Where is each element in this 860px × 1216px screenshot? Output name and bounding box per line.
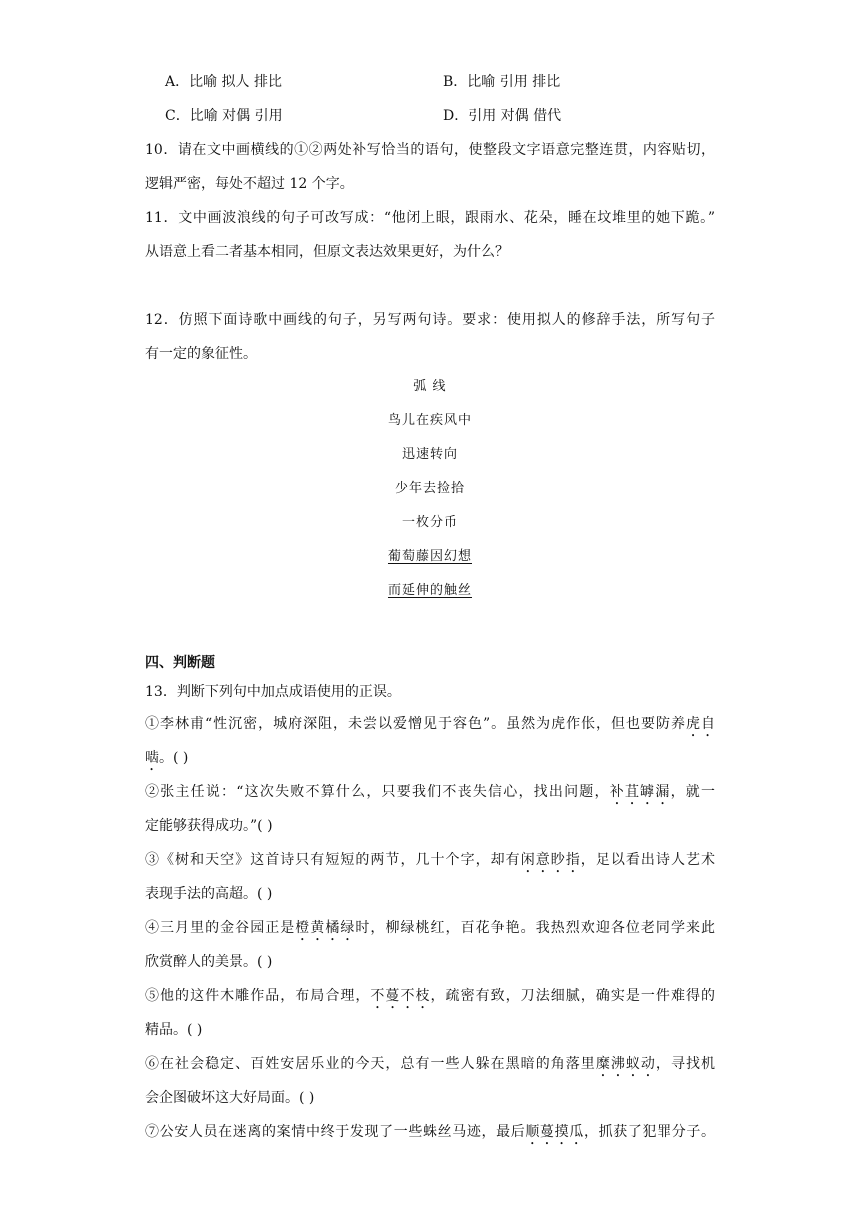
item-3-text: ③《树和天空》这首诗只有短短的两节，几十个字，却有 [145,852,521,868]
question-10-line-2: 逻辑严密，每处不超过 12 个字。 [145,176,354,192]
option-b: B．比喻 引用 排比 [443,74,561,90]
item-1-dotted-idiom: 虎自 [686,716,716,732]
item-4-line-2: 欣赏醉人的美景。( ) [145,954,273,970]
item-1-answer-blank[interactable]: 。( ) [159,750,189,766]
question-10-line-1: 10．请在文中画横线的①②两处补写恰当的语句，使整段文字语意完整连贯，内容贴切， [145,142,715,158]
item-4-text-after: 时，柳绿桃红，百花争艳。我热烈欢迎各位老同学来此 [355,920,716,936]
poem-line-6-underlined [330,581,530,601]
poem-line-3: 少年去捡拾 [394,481,465,496]
section-title: 四、判断题 [145,655,215,671]
question-12-line-1: 12．仿照下面诗歌中画线的句子，另写两句诗。要求：使用拟人的修辞手法，所写句子 [145,312,715,328]
item-5-line-2: 精品。( ) [145,1022,203,1038]
item-2-line-1 [145,782,715,808]
item-1-dotted-idiom-end: 啮 [145,750,159,766]
item-6-line-2: 会企图破坏这大好局面。( ) [145,1090,315,1106]
item-6-text: ⑥在社会稳定、百姓安居乐业的今天，总有一些人躲在黑暗的角落里 [145,1056,596,1072]
item-1-line-1 [145,714,715,740]
item-2-dotted-idiom: 补苴罅漏 [609,784,671,800]
option-a: A．比喻 拟人 排比 [165,74,283,90]
item-3-line-1 [145,850,715,876]
item-5-text-after: ，疏密有致，刀法细腻，确实是一件难得的 [430,988,716,1004]
item-2-line-2: 定能够获得成功。”( ) [145,818,273,834]
poem-line-4: 一枚分币 [401,515,458,530]
item-2-text: ②张主任说：“这次失败不算什么，只要我们不丧失信心，找出问题， [145,784,610,800]
question-11-line-2: 从语意上看二者基本相同，但原文表达效果更好，为什么？ [145,244,509,260]
item-4-line-1 [145,918,715,944]
poem-line-5-text: 葡萄藤因幻想 [387,549,472,564]
item-7-dotted-idiom: 顺蔓摸瓜 [525,1124,584,1140]
item-5-line-1 [145,986,715,1012]
item-7-text-after: ，抓获了犯罪分子。 [583,1124,716,1140]
poem-line-5-underlined [330,547,530,567]
poem-line-6-text: 而延伸的触丝 [387,583,472,598]
item-3-dotted-idiom: 闲意眇指 [520,852,581,868]
poem-title: 弧 线 [413,379,447,394]
item-5-text: ⑤他的这件木雕作品，布局合理， [145,988,371,1004]
item-1-line-2 [145,748,715,774]
item-3-line-2: 表现手法的高超。( ) [145,886,273,902]
item-6-line-1 [145,1054,715,1080]
question-13-stem: 13．判断下列句中加点成语使用的正误。 [145,684,401,700]
option-c: C．比喻 对偶 引用 [165,108,283,124]
poem-line-1: 鸟儿在疾风中 [387,413,472,428]
item-7-text: ⑦公安人员在迷离的案情中终于发现了一些蛛丝马迹，最后 [145,1124,526,1140]
question-11-line-1: 11．文中画波浪线的句子可改写成：“他闭上眼，跟雨水、花朵，睡在坟堆里的她下跪。” [145,210,715,226]
item-7-line-1 [145,1122,715,1148]
item-4-text: ④三月里的金谷园正是 [145,920,296,936]
item-4-dotted-idiom: 橙黄橘绿 [295,920,356,936]
question-12-line-2: 有一定的象征性。 [145,346,257,362]
item-1-text: ①李林甫“性沉密，城府深阻，未尝以爱憎见于容色”。虽然为虎作伥，但也要防养 [145,716,687,732]
item-6-dotted-idiom: 糜沸蚁动 [595,1056,656,1072]
item-6-text-after: ，寻找机 [655,1056,716,1072]
item-3-text-after: ，足以看出诗人艺术 [580,852,716,868]
item-2-text-after: ，就一 [670,784,716,800]
item-5-dotted-idiom: 不蔓不枝 [370,988,431,1004]
poem-line-2: 迅速转向 [401,447,458,462]
option-d: D．引用 对偶 借代 [443,108,562,124]
